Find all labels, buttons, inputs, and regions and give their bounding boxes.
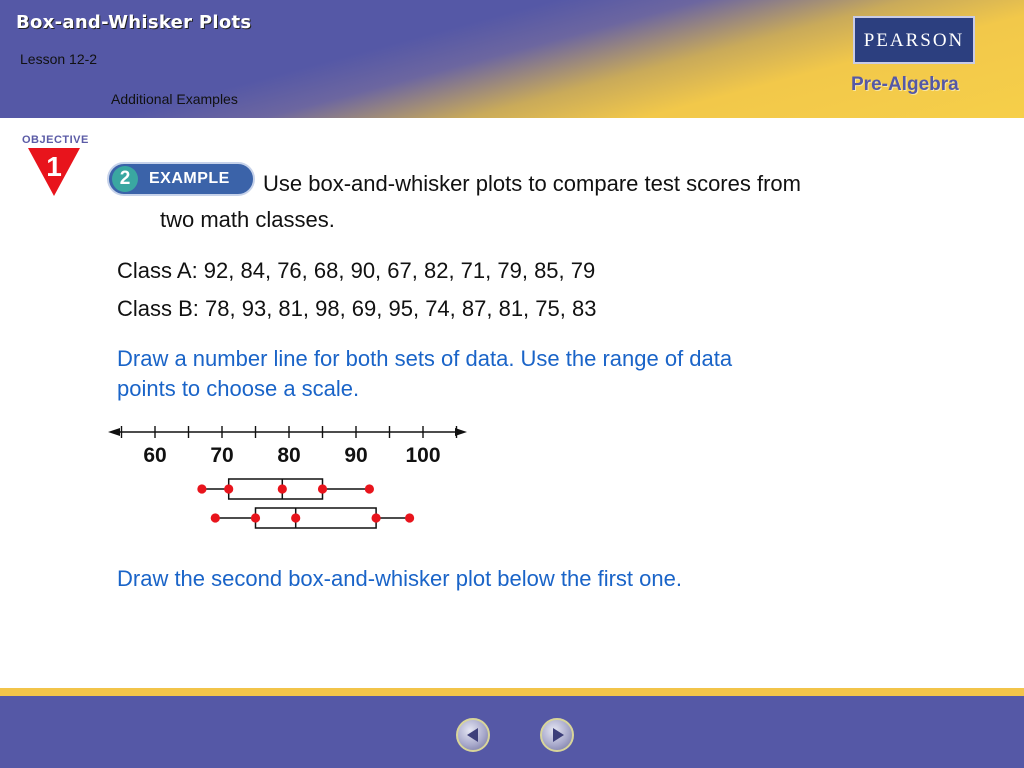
step2-instruction: Draw the second box-and-whisker plot below the first one.	[117, 566, 682, 591]
data-point-q3	[318, 484, 327, 493]
step1-instruction-line2: points to choose a scale.	[117, 376, 360, 401]
publisher-name: PEARSON	[863, 30, 965, 51]
next-button[interactable]	[540, 718, 574, 752]
step1-instruction-line1: Draw a number line for both sets of data. Use the range of data	[117, 346, 733, 371]
objective-number: 1	[46, 151, 62, 182]
axis-tick-label: 80	[277, 444, 301, 467]
box-plot-class-b	[211, 508, 415, 528]
data-point-median	[291, 513, 300, 522]
interquartile-box	[256, 508, 377, 528]
course-name: Pre-Algebra	[851, 74, 959, 95]
axis-tick-label: 60	[143, 444, 167, 467]
axis-tick-label: 100	[405, 444, 441, 467]
box-plots	[197, 479, 414, 528]
data-point-min	[211, 513, 220, 522]
axis-left-arrow	[108, 428, 120, 436]
footer-divider	[0, 688, 1024, 696]
example-prompt-line2: two math classes.	[160, 207, 335, 232]
section-label: Additional Examples	[111, 91, 238, 107]
data-point-q1	[224, 484, 233, 493]
page-title: Box-and-Whisker Plots	[16, 12, 252, 33]
interquartile-box	[229, 479, 323, 499]
box-plot-class-a	[197, 479, 374, 499]
number-line	[108, 426, 467, 467]
example-label: EXAMPLE	[149, 170, 230, 187]
lesson-label: Lesson 12-2	[20, 51, 98, 67]
objective-label: OBJECTIVE	[22, 134, 89, 146]
previous-button[interactable]	[456, 718, 490, 752]
axis-tick-label: 90	[344, 444, 368, 467]
data-point-q3	[372, 513, 381, 522]
example-number: 2	[112, 166, 138, 192]
example-prompt-line1: Use box-and-whisker plots to compare test scores from	[263, 171, 801, 196]
data-point-q1	[251, 513, 260, 522]
data-point-max	[365, 484, 374, 493]
footer-bar	[0, 696, 1024, 768]
data-point-min	[197, 484, 206, 493]
data-point-max	[405, 513, 414, 522]
triangle-right-icon	[542, 720, 572, 750]
axis-tick-label: 70	[210, 444, 234, 467]
data-point-median	[278, 484, 287, 493]
class-b-data: Class B: 78, 93, 81, 98, 69, 95, 74, 87, 81, 75, 83	[117, 296, 597, 321]
triangle-left-icon	[458, 720, 488, 750]
class-a-data: Class A: 92, 84, 76, 68, 90, 67, 82, 71, 79, 85, 79	[117, 258, 596, 283]
